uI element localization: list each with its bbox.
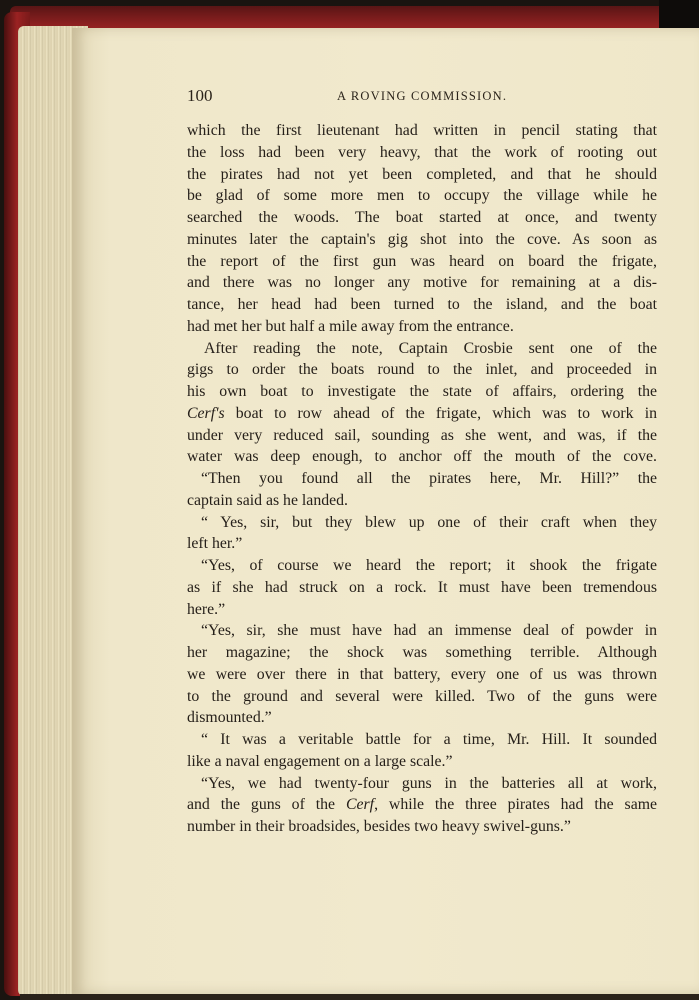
ship-name-italic: Cerf [345,796,375,814]
text-line: the pirates had not yet been completed, and that he should [187,165,657,183]
body-text [187,120,657,838]
text-line: “Yes, we had twenty-four guns in the batteries all at work, [201,774,657,792]
text-line: here.” [187,600,226,618]
text-line: and there was no longer any motive for remaining at a dis- [187,274,657,292]
page-header [187,86,657,108]
bottom-shadow [20,994,699,1000]
text-line: “Yes, of course we heard the report; it shook the frigate [201,557,657,574]
text-line: the loss had been very heavy, that the work of rooting out [187,143,657,161]
text-line: “ It was a veritable battle for a time, Mr. Hill. It sounded [201,731,657,748]
text-line: number in their broadsides, besides two heavy swivel-guns.” [187,818,571,835]
ship-name-italic: Cerf's [187,404,225,422]
text-line: tance, her head had been turned to the island, and the boat [187,296,657,313]
text-line: the report of the first gun was heard on board the frigate, [187,252,657,270]
text-fragment: , while the three pirates had the same [374,796,658,814]
text-line: be glad of some more men to occupy the village while he [187,187,657,205]
text-line: water was deep enough, to anchor off the mouth of the cove. [187,448,657,466]
text-line: like a naval engagement on a large scale.” [187,752,453,770]
text-fragment: boat to row ahead of the frigate, which was to work in [235,404,657,422]
text-line: captain said as he landed. [187,491,348,509]
text-line: which the first lieutenant had written in pencil stating that [187,122,657,139]
text-line: left her.” [187,535,243,553]
text-line: dismounted.” [187,709,272,727]
text-line: “Yes, sir, she must have had an immense deal of powder in [201,622,657,640]
text-line: to the ground and several were killed. Two of the guns were [187,687,657,705]
running-head: A ROVING COMMISSION. [337,89,508,103]
text-line: After reading the note, Captain Crosbie sent one of the [204,339,657,357]
text-line: had met her but half a mile away from the entrance. [187,317,514,335]
text-fragment: and the guns of the [187,796,336,814]
page-number: 100 [187,86,213,105]
text-line: as if she had struck on a rock. It must have been tremendous [187,578,657,596]
text-line: his own boat to investigate the state of affairs, ordering the [187,383,657,400]
text-line: “Then you found all the pirates here, Mr. Hill?” the [201,470,657,487]
text-line: minutes later the captain's gig shot into the cove. As soon as [187,230,657,248]
text-line: searched the woods. The boat started at once, and twenty [187,209,657,226]
text-line: under very reduced sail, sounding as she went, and was, if the [187,426,657,444]
text-line: “ Yes, sir, but they blew up one of their craft when they [201,513,657,531]
text-line [187,794,657,816]
text-line: gigs to order the boats round to the inlet, and proceeded in [187,361,657,379]
text-line: we were over there in that battery, every one of us was thrown [187,665,657,683]
text-line [187,403,657,425]
text-line: her magazine; the shock was something terrible. Although [187,644,657,661]
